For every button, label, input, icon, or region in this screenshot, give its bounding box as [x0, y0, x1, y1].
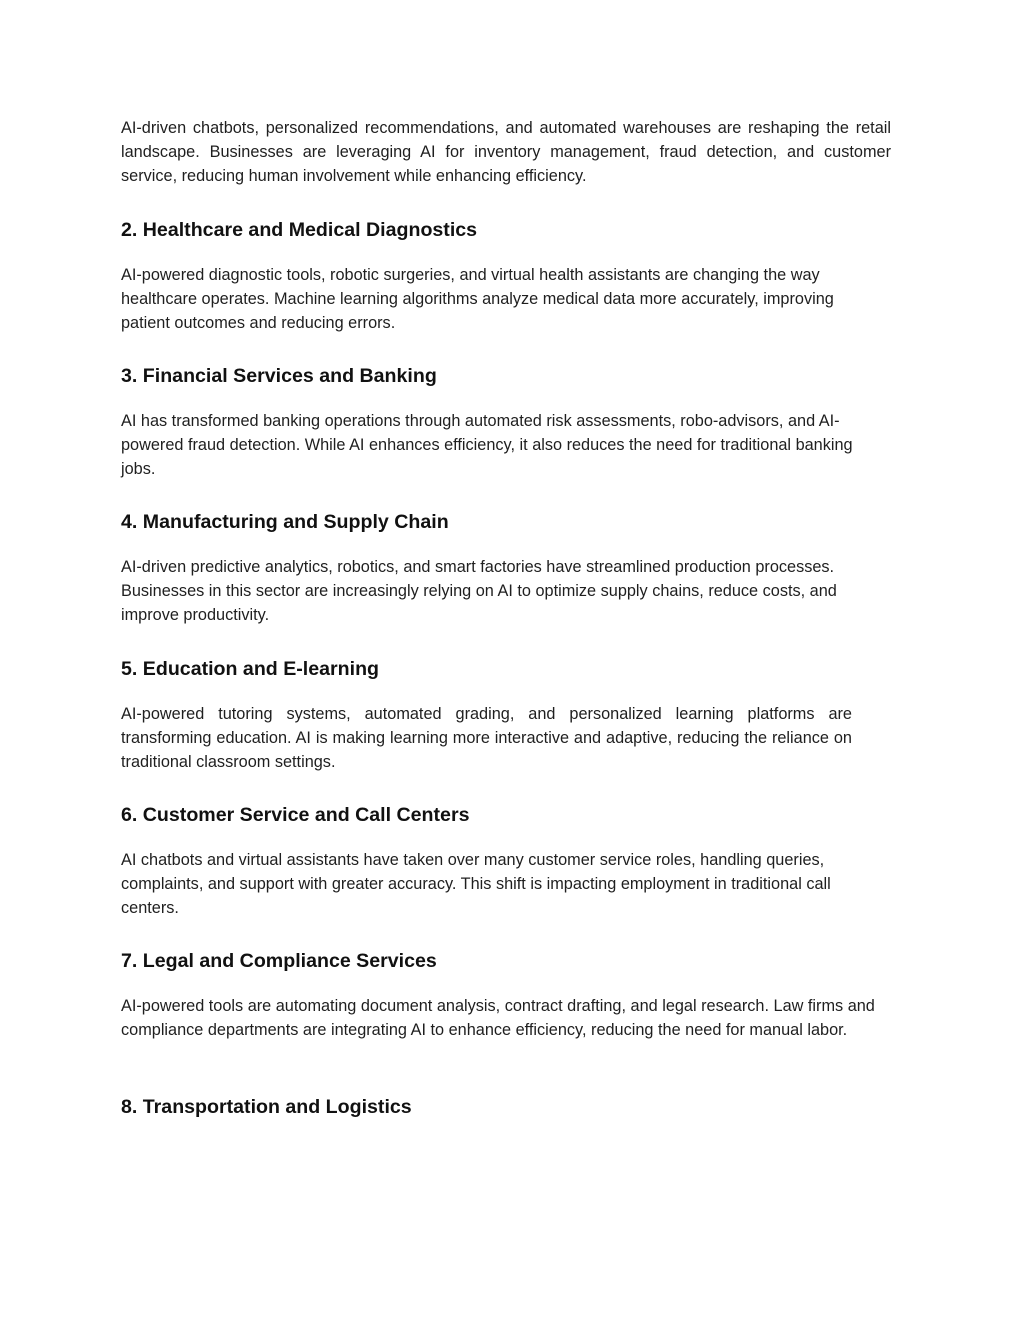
- section-body: AI-powered tutoring systems, automated grading, and personalized learning platforms are transforming education. AI is making learning more interactive and adaptive, reducing the reliance on traditional classroom settings.: [121, 705, 852, 772]
- section-body: AI chatbots and virtual assistants have taken over many customer service roles, handling queries, complaints, and support with greater accuracy. This shift is impacting employment in traditional call centers.: [121, 851, 831, 918]
- section-transportation: [121, 1095, 891, 1119]
- section-body: AI-driven predictive analytics, robotics, and smart factories have streamlined production processes. Businesses in this sector are increasingly relying on AI to optimize supply chains, reduce costs, and improve productivity.: [121, 558, 837, 625]
- section-heading: 2. Healthcare and Medical Diagnostics: [121, 219, 478, 241]
- section-healthcare: [121, 218, 891, 336]
- section-manufacturing: [121, 510, 891, 628]
- section-body: AI has transformed banking operations through automated risk assessments, robo-advisors, and AI-powered fraud detection. While AI enhances efficiency, it also reduces the need for traditional banking jobs.: [121, 412, 853, 479]
- section-heading: 6. Customer Service and Call Centers: [121, 804, 470, 826]
- section-body: AI-powered tools are automating document analysis, contract drafting, and legal research. Law firms and compliance departments are integrating AI to enhance efficiency, reducing the need for manual labor.: [121, 997, 875, 1040]
- section-heading: 5. Education and E-learning: [121, 658, 380, 680]
- section-legal: [121, 949, 891, 1042]
- section-finance: [121, 364, 891, 482]
- section-education: [121, 657, 891, 775]
- section-heading: 3. Financial Services and Banking: [121, 365, 437, 387]
- section-heading: 4. Manufacturing and Supply Chain: [121, 511, 449, 533]
- section-heading: 8. Transportation and Logistics: [121, 1096, 412, 1118]
- section-customer-service: [121, 803, 891, 921]
- section-heading: 7. Legal and Compliance Services: [121, 950, 437, 972]
- intro-paragraph: AI-driven chatbots, personalized recommendations, and automated warehouses are reshaping the retail landscape. Businesses are leveraging AI for inventory management, fraud detection, and customer service, reducing human involvement while enhancing efficiency.: [121, 119, 891, 186]
- section-body: AI-powered diagnostic tools, robotic surgeries, and virtual health assistants are changing the way healthcare operates. Machine learning algorithms analyze medical data more accurately, improving patient outcomes and reducing errors.: [121, 266, 834, 333]
